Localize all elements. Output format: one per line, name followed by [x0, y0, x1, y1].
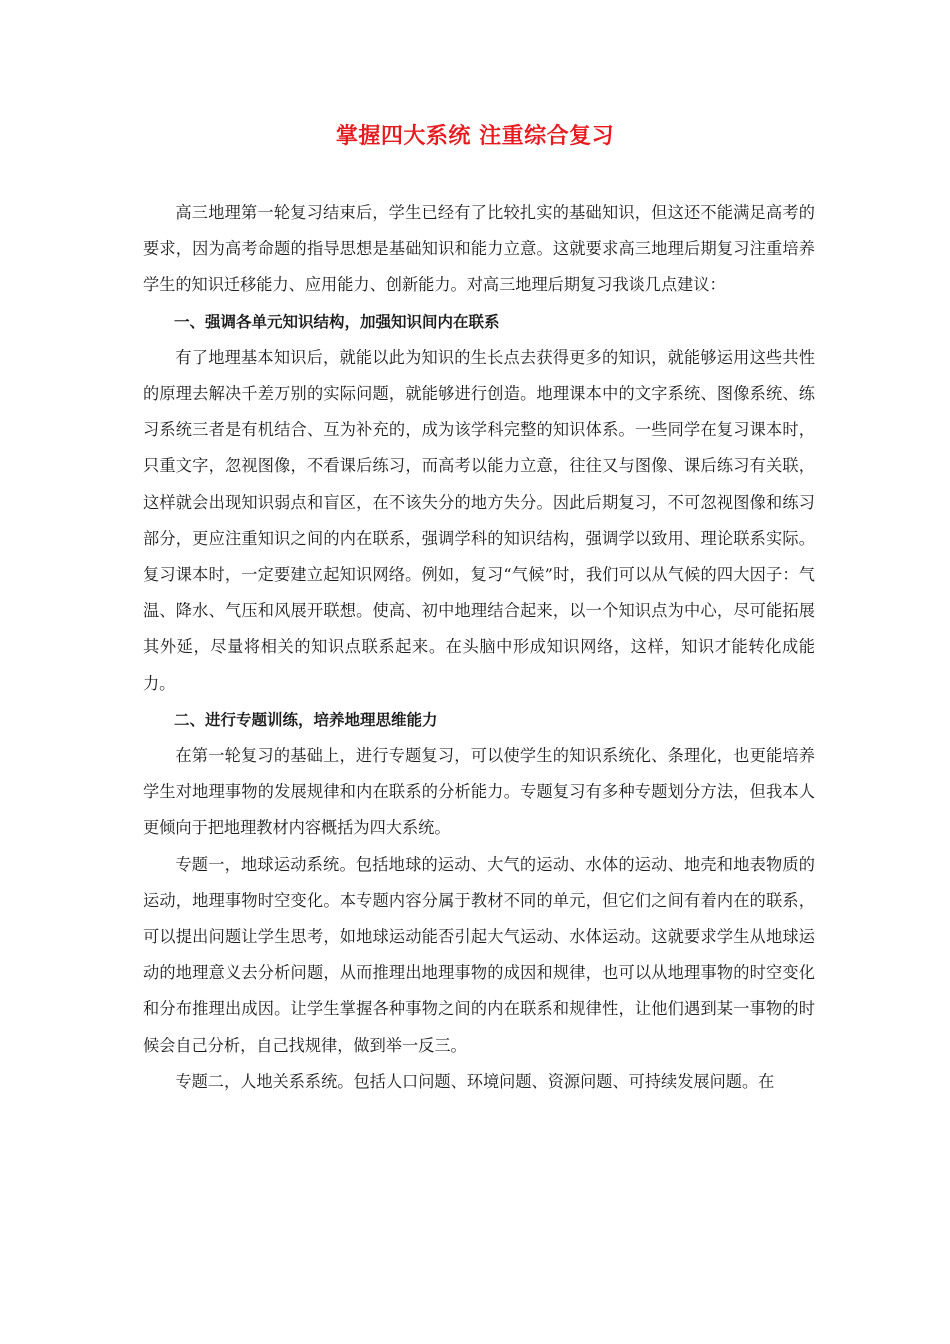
section-2-paragraph: 在第一轮复习的基础上，进行专题复习，可以使学生的知识系统化、条理化，也更能培养学生对地理事物的发展规律和内在联系的分析能力。专题复习有多种专题划分方法，但我本人更倾向于把地理教材内容概括为四大系统。 — [143, 746, 815, 838]
document-body — [143, 195, 815, 1100]
intro-paragraph: 高三地理第一轮复习结束后，学生已经有了比较扎实的基础知识，但这还不能满足高考的要求，因为高考命题的指导思想是基础知识和能力立意。这就要求高三地理后期复习注重培养学生的知识迁移能力、应用能力、创新能力。对高三地理后期复习我谈几点建议： — [143, 203, 815, 295]
document-title: 掌握四大系统 注重综合复习 — [335, 124, 615, 149]
topic-1-paragraph: 专题一，地球运动系统。包括地球的运动、大气的运动、水体的运动、地壳和地表物质的运动，地理事物时空变化。本专题内容分属于教材不同的单元，但它们之间有着内在的联系，可以提出问题让学生思考，如地球运动能否引起大气运动、水体运动。这就要求学生从地球运动的地理意义去分析问题，从而推理出地理事物的成因和规律，也可以从地理事物的时空变化和分布推理出成因。让学生掌握各种事物之间的内在联系和规律性，让他们遇到某一事物的时候会自己分析，自己找规律，做到举一反三。 — [143, 854, 815, 1055]
section-heading-2: 二、进行专题训练，培养地理思维能力 — [174, 710, 438, 729]
topic-2-paragraph: 专题二，人地关系系统。包括人口问题、环境问题、资源问题、可持续发展问题。在 — [175, 1071, 775, 1091]
section-1-paragraph: 有了地理基本知识后，就能以此为知识的生长点去获得更多的知识，就能够运用这些共性的原理去解决千差万别的实际问题，就能够进行创造。地理课本中的文字系统、图像系统、练习系统三者是有机结合、互为补充的，成为该学科完整的知识体系。一些同学在复习课本时，只重文字，忽视图像，不看课后练习，而高考以能力立意，往往又与图像、课后练习有关联，这样就会出现知识弱点和盲区，在不该失分的地方失分。因此后期复习，不可忽视图像和练习部分，更应注重知识之间的内在联系，强调学科的知识结构，强调学以致用、理论联系实际。复习课本时，一定要建立起知识网络。例如，复习“气候”时，我们可以从气候的四大因子：气温、降水、气压和风展开联想。使高、初中地理结合起来，以一个知识点为中心，尽可能拓展其外延，尽量将相关的知识点联系起来。在头脑中形成知识网络，这样，知识才能转化成能力。 — [143, 347, 815, 693]
section-heading-1: 一、强调各单元知识结构，加强知识间内在联系 — [174, 312, 500, 331]
